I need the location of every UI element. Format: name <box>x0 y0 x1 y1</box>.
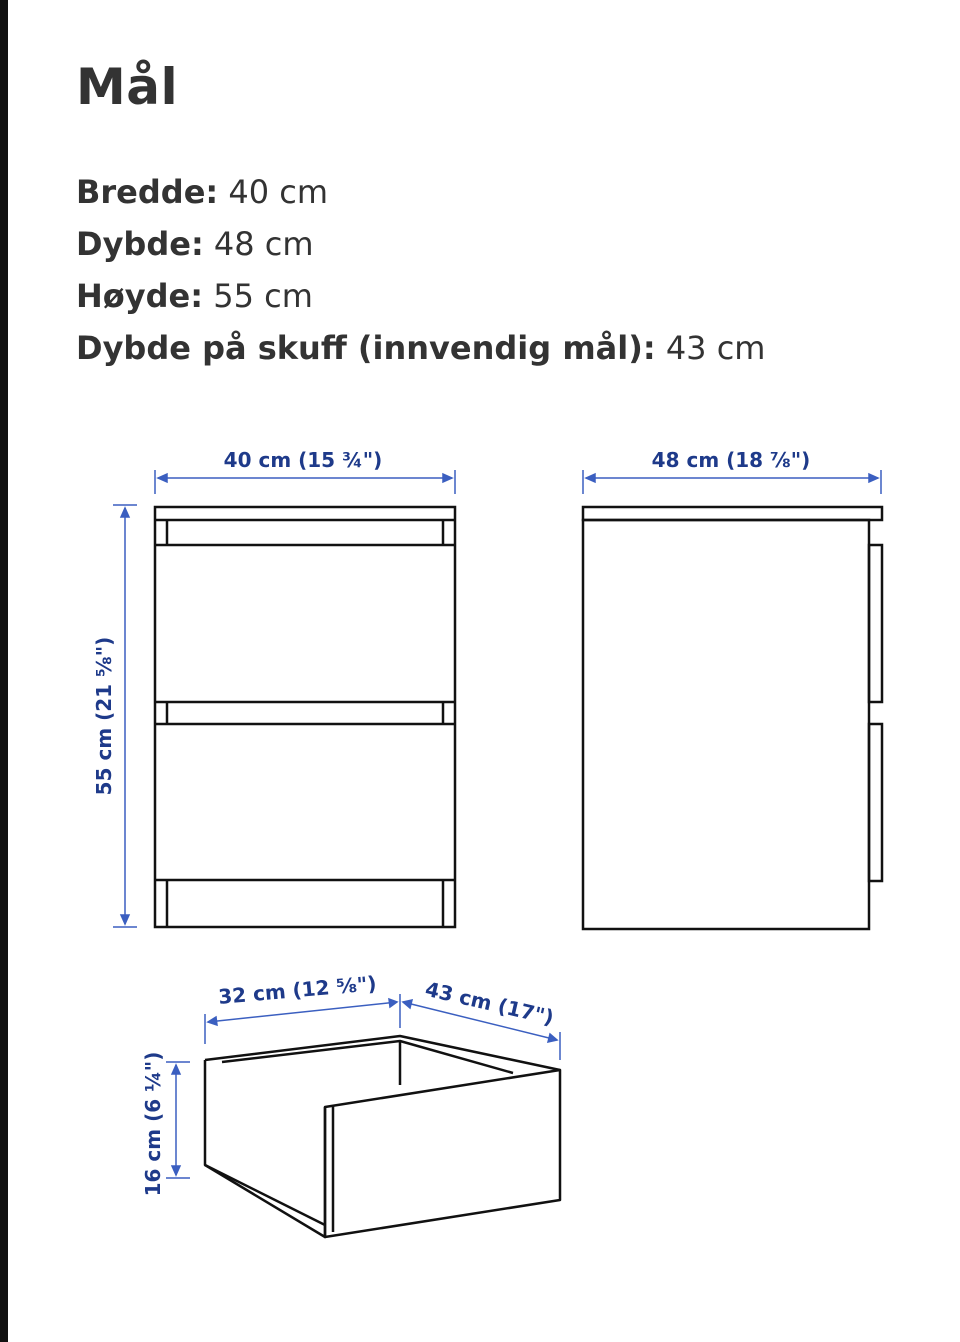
spec-value: 40 cm <box>228 173 329 211</box>
drawer-height-dimension <box>166 1062 190 1178</box>
drawer-width-label: 32 cm (12 ⅝") <box>217 971 378 1009</box>
front-width-label: 40 cm (15 ¾") <box>223 448 383 472</box>
spec-label: Dybde: <box>76 225 204 263</box>
page-title: Mål <box>76 58 179 116</box>
side-view <box>583 507 882 929</box>
side-depth-dimension <box>583 470 881 494</box>
spec-value: 48 cm <box>213 225 314 263</box>
height-label: 55 cm (21 ⅝") <box>92 636 116 796</box>
front-width-dimension <box>155 470 455 494</box>
side-depth-label: 48 cm (18 ⅞") <box>651 448 811 472</box>
spec-label: Dybde på skuff (innvendig mål): <box>76 329 656 367</box>
spec-value: 55 cm <box>213 277 313 315</box>
front-view <box>155 507 455 927</box>
drawer-depth-label: 43 cm (17") <box>423 976 557 1030</box>
spec-value: 43 cm <box>665 329 766 367</box>
spec-label: Høyde: <box>76 277 204 315</box>
height-dimension <box>113 505 137 927</box>
spec-label: Bredde: <box>76 173 219 211</box>
drawer-height-label: 16 cm (6 ¼") <box>141 1051 165 1197</box>
drawer-view <box>205 1036 560 1237</box>
